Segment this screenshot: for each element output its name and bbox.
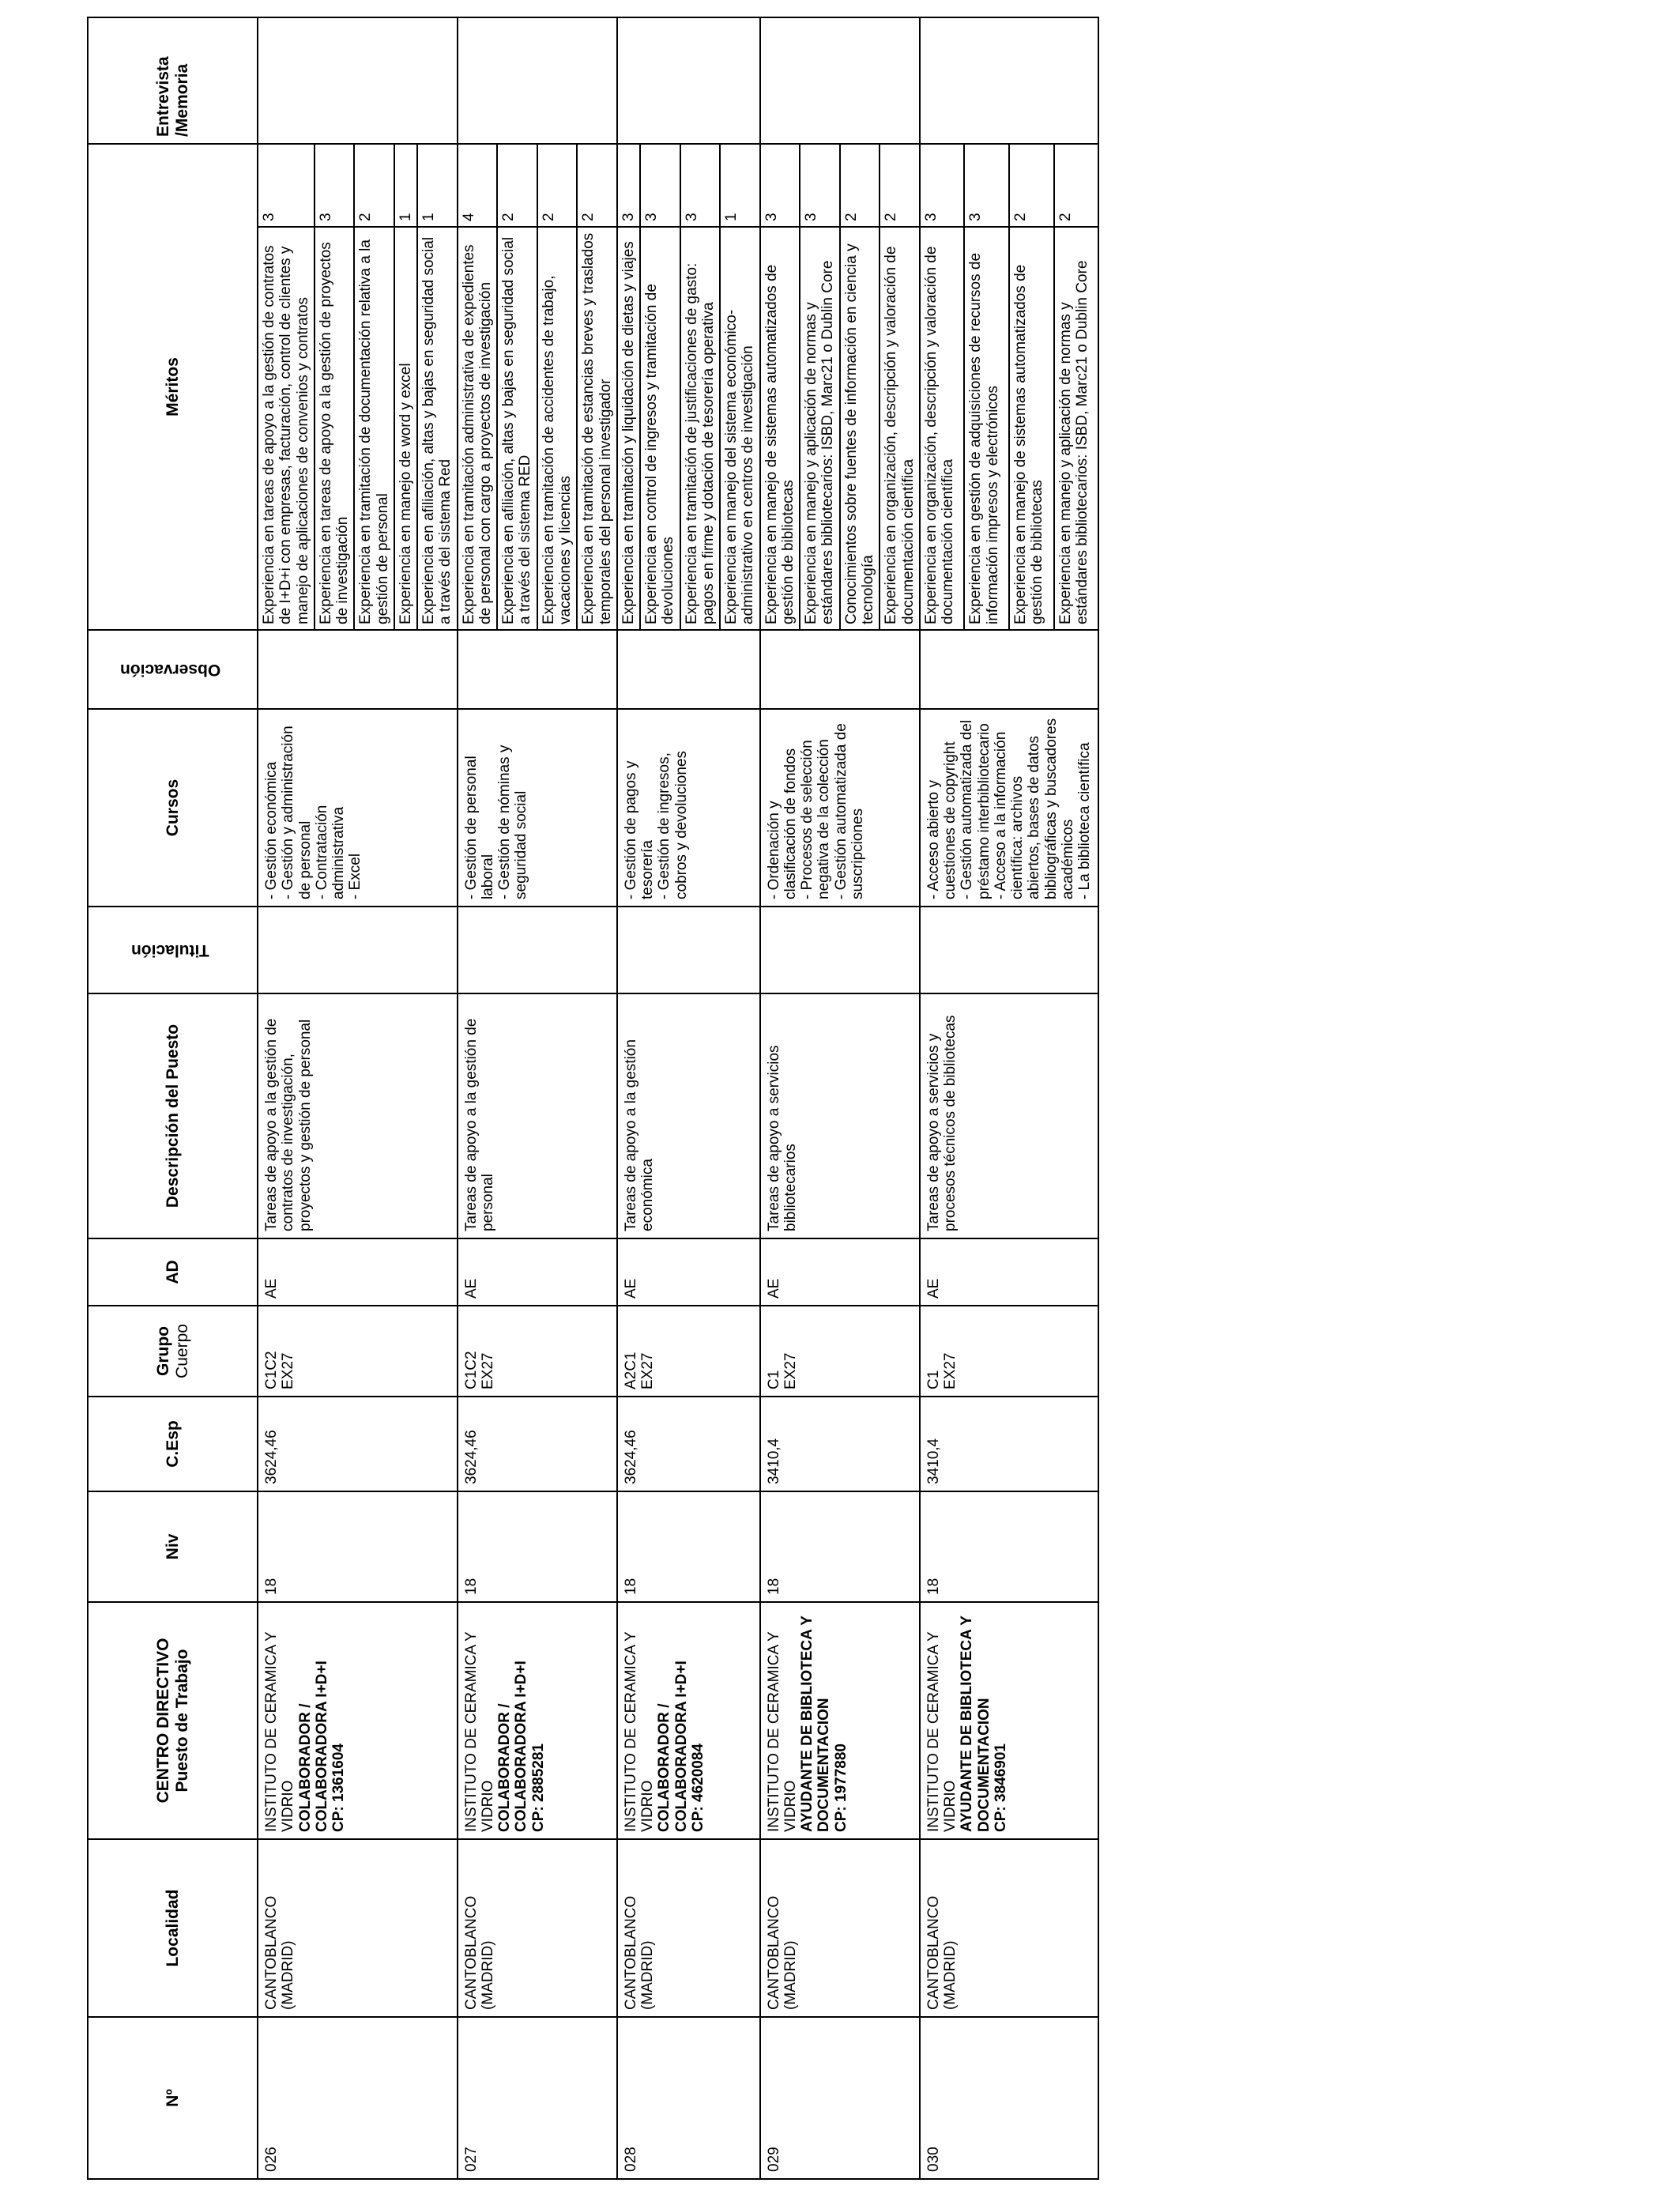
row-niv: 18: [760, 1491, 920, 1602]
merito-points: 1: [417, 144, 458, 227]
merito-points: 3: [315, 144, 355, 227]
row-titulacion: [258, 907, 458, 993]
table-row: [760, 17, 800, 2179]
row-cursos: - Acceso abierto y cuestiones de copyright - Gestión automatizada del préstamo interbibliotecario - Acceso a la información científica: archivos abiertos, bases de datos bibliográficas y buscadores académicos - La biblioteca científica: [920, 709, 1099, 907]
merito-text: Experiencia en manejo de sistemas automatizados de gestión de bibliotecas: [1009, 227, 1054, 630]
row-niv: 18: [458, 1491, 617, 1602]
merito-points: 1: [394, 144, 417, 227]
row-centro-puesto: [760, 1602, 920, 1839]
row-grupo-cuerpo: [258, 1306, 458, 1397]
row-localidad: CANTOBLANCO (MADRID): [760, 1839, 920, 2017]
cuerpo-value: EX27: [280, 1352, 297, 1389]
row-entrevista: [617, 17, 760, 144]
row-cesp: 3410,4: [920, 1397, 1099, 1491]
header-centro: [88, 1602, 258, 1839]
row-number: 026: [258, 2017, 458, 2179]
merito-points: 4: [458, 144, 498, 227]
row-grupo-cuerpo: [458, 1306, 617, 1397]
centro-name: INSTITUTO DE CERAMICA Y VIDRIO: [622, 1631, 657, 1832]
row-niv: 18: [617, 1491, 760, 1602]
cuerpo-value: EX27: [479, 1352, 496, 1389]
merito-text: Experiencia en organización, descripción y valoración de documentación científica: [880, 227, 920, 630]
header-observacion: [88, 630, 258, 709]
merito-points: 2: [840, 144, 880, 227]
merito-points: 3: [964, 144, 1009, 227]
merito-text: Experiencia en control de ingresos y tramitación de devoluciones: [640, 227, 680, 630]
row-descripcion: Tareas de apoyo a la gestión económica: [617, 993, 760, 1238]
row-cesp: 3624,46: [617, 1397, 760, 1491]
row-observacion: [617, 630, 760, 709]
merito-points: 3: [760, 144, 800, 227]
header-grupo-label: Grupo: [153, 1326, 172, 1376]
puesto-name: AYUDANTE DE BIBLIOTECA Y DOCUMENTACION: [799, 1615, 833, 1832]
puesto-name: COLABORADOR / COLABORADORA I+D+I: [656, 1661, 690, 1832]
merito-points: 3: [920, 144, 965, 227]
row-descripcion: Tareas de apoyo a servicios y procesos técnicos de bibliotecas: [920, 993, 1099, 1238]
grupo-value: C1: [925, 1370, 942, 1389]
merito-points: 3: [258, 144, 315, 227]
row-cursos: - Gestión económica - Gestión y administración de personal - Contratación administrativa - Excel: [258, 709, 458, 907]
header-cesp: C.Esp: [88, 1397, 258, 1491]
table-row: [258, 17, 315, 2179]
merito-points: 2: [354, 144, 394, 227]
header-localidad: Localidad: [88, 1839, 258, 2017]
merito-text: Experiencia en tramitación y liquidación de dietas y viajes: [617, 227, 640, 630]
merito-text: Experiencia en tramitación de estancias breves y traslados temporales del personal investigador: [577, 227, 617, 630]
row-cesp: 3624,46: [258, 1397, 458, 1491]
row-titulacion: [458, 907, 617, 993]
row-cesp: 3410,4: [760, 1397, 920, 1491]
header-cuerpo-label: Cuerpo: [172, 1324, 191, 1378]
merito-text: Conocimientos sobre fuentes de información en ciencia y tecnología: [840, 227, 880, 630]
row-number: 029: [760, 2017, 920, 2179]
header-entrevista: Entrevista /Memoria: [88, 17, 258, 144]
row-cursos: - Gestión de pagos y tesorería - Gestión de ingresos, cobros y devoluciones: [617, 709, 760, 907]
row-titulacion: [920, 907, 1099, 993]
row-entrevista: [920, 17, 1099, 144]
merito-text: Experiencia en tramitación administrativa de expedientes de personal con cargo a proyectos de investigación: [458, 227, 498, 630]
row-number: 027: [458, 2017, 617, 2179]
merito-text: Experiencia en tramitación de accidentes de trabajo, vacaciones y licencias: [537, 227, 578, 630]
header-num: Nº: [88, 2017, 258, 2179]
merito-points: 2: [537, 144, 578, 227]
merito-text: Experiencia en gestión de adquisiciones de recursos de información impresos y electrónicos: [964, 227, 1009, 630]
row-titulacion: [617, 907, 760, 993]
merito-text: Experiencia en manejo de word y excel: [394, 227, 417, 630]
row-observacion: [458, 630, 617, 709]
merito-points: 2: [497, 144, 537, 227]
row-ad: AE: [617, 1238, 760, 1306]
centro-name: INSTITUTO DE CERAMICA Y VIDRIO: [263, 1631, 297, 1832]
puesto-name: COLABORADOR / COLABORADORA I+D+I: [296, 1661, 330, 1832]
grupo-value: C1C2: [263, 1351, 280, 1389]
merito-text: Experiencia en organización, descripción y valoración de documentación científica: [920, 227, 965, 630]
header-descripcion: Descripción del Puesto: [88, 993, 258, 1238]
row-descripcion: Tareas de apoyo a la gestión de contratos de investigación, proyectos y gestión de personal: [258, 993, 458, 1238]
row-ad: AE: [920, 1238, 1099, 1306]
puesto-cp: CP: 2885281: [529, 1744, 547, 1832]
row-localidad: CANTOBLANCO (MADRID): [258, 1839, 458, 2017]
merito-text: Experiencia en manejo y aplicación de normas y estándares bibliotecarios: ISBD, Marc21 o Dublin Core: [1054, 227, 1099, 630]
row-localidad: CANTOBLANCO (MADRID): [617, 1839, 760, 2017]
row-descripcion: Tareas de apoyo a servicios bibliotecarios: [760, 993, 920, 1238]
merito-text: Experiencia en tareas de apoyo a la gestión de contratos de I+D+i con empresas, facturación, control de clientes y manejo de aplicaciones de convenios y contratos: [258, 227, 315, 630]
row-niv: 18: [258, 1491, 458, 1602]
grupo-value: C1C2: [462, 1351, 480, 1389]
merito-text: Experiencia en manejo y aplicación de normas y estándares bibliotecarios: ISBD, Marc21 o Dublin Core: [800, 227, 840, 630]
header-observacion-label: Observación: [120, 660, 221, 679]
merito-text: Experiencia en manejo de sistemas automatizados de gestión de bibliotecas: [760, 227, 800, 630]
positions-body: [258, 17, 1098, 2179]
header-centro-line1: CENTRO DIRECTIVO: [153, 1638, 172, 1804]
row-number: 030: [920, 2017, 1099, 2179]
merito-points: 3: [680, 144, 721, 227]
table-row: [617, 17, 640, 2179]
header-centro-line2: Puesto de Trabajo: [172, 1649, 191, 1793]
header-grupo: [88, 1306, 258, 1397]
row-titulacion: [760, 907, 920, 993]
centro-name: INSTITUTO DE CERAMICA Y VIDRIO: [765, 1631, 799, 1832]
row-entrevista: [458, 17, 617, 144]
merito-points: 2: [880, 144, 920, 227]
cuerpo-value: EX27: [942, 1352, 959, 1389]
merito-text: Experiencia en tareas de apoyo a la gestión de proyectos de investigación: [315, 227, 355, 630]
row-observacion: [760, 630, 920, 709]
row-centro-puesto: [458, 1602, 617, 1839]
row-entrevista: [760, 17, 920, 144]
grupo-value: A2C1: [622, 1351, 639, 1389]
row-ad: AE: [458, 1238, 617, 1306]
row-localidad: CANTOBLANCO (MADRID): [458, 1839, 617, 2017]
row-entrevista: [258, 17, 458, 144]
header-cursos: Cursos: [88, 709, 258, 907]
merito-text: Experiencia en tramitación de justificaciones de gasto: pagos en firme y dotación de tesorería operativa: [680, 227, 721, 630]
row-observacion: [258, 630, 458, 709]
puesto-cp: CP: 1977880: [832, 1744, 849, 1832]
merito-points: 1: [720, 144, 760, 227]
row-centro-puesto: [920, 1602, 1099, 1839]
row-grupo-cuerpo: [760, 1306, 920, 1397]
header-meritos: Méritos: [88, 144, 258, 630]
centro-name: INSTITUTO DE CERAMICA Y VIDRIO: [925, 1631, 959, 1832]
merito-points: 3: [640, 144, 680, 227]
row-localidad: CANTOBLANCO (MADRID): [920, 1839, 1099, 2017]
positions-table: [87, 17, 1099, 2180]
table-row: [458, 17, 498, 2179]
row-ad: AE: [258, 1238, 458, 1306]
merito-text: Experiencia en afiliación, altas y bajas en seguridad social a través del sistema Red: [417, 227, 458, 630]
row-centro-puesto: [617, 1602, 760, 1839]
header-niv: Niv: [88, 1491, 258, 1602]
puesto-cp: CP: 3846901: [992, 1744, 1009, 1832]
header-titulacion-label: Titulación: [131, 941, 210, 959]
puesto-cp: CP: 4620084: [689, 1744, 706, 1832]
row-number: 028: [617, 2017, 760, 2179]
grupo-value: C1: [765, 1370, 782, 1389]
puesto-cp: CP: 1361604: [330, 1744, 348, 1832]
merito-points: 2: [1009, 144, 1054, 227]
row-centro-puesto: [258, 1602, 458, 1839]
merito-points: 3: [800, 144, 840, 227]
row-cursos: - Ordenación y clasificación de fondos - Procesos de selección negativa de la colección - Gestión automatizada de suscripciones: [760, 709, 920, 907]
row-cesp: 3624,46: [458, 1397, 617, 1491]
puesto-name: AYUDANTE DE BIBLIOTECA Y DOCUMENTACION: [959, 1615, 993, 1832]
table-row: [920, 17, 965, 2179]
row-grupo-cuerpo: [617, 1306, 760, 1397]
merito-points: 3: [617, 144, 640, 227]
cuerpo-value: EX27: [639, 1352, 657, 1389]
row-descripcion: Tareas de apoyo a la gestión de personal: [458, 993, 617, 1238]
header-titulacion: [88, 907, 258, 993]
row-cursos: - Gestión de personal laboral - Gestión de nóminas y seguridad social: [458, 709, 617, 907]
row-grupo-cuerpo: [920, 1306, 1099, 1397]
merito-text: Experiencia en manejo del sistema económico-administrativo en centros de investigación: [720, 227, 760, 630]
merito-points: 2: [577, 144, 617, 227]
cuerpo-value: EX27: [782, 1352, 799, 1389]
header-ad: AD: [88, 1238, 258, 1306]
row-niv: 18: [920, 1491, 1099, 1602]
merito-text: Experiencia en afiliación, altas y bajas en seguridad social a través del sistema RED: [497, 227, 537, 630]
centro-name: INSTITUTO DE CERAMICA Y VIDRIO: [462, 1631, 496, 1832]
merito-text: Experiencia en tramitación de documentación relativa a la gestión de personal: [354, 227, 394, 630]
row-ad: AE: [760, 1238, 920, 1306]
row-observacion: [920, 630, 1099, 709]
merito-points: 2: [1054, 144, 1099, 227]
puesto-name: COLABORADOR / COLABORADORA I+D+I: [496, 1661, 530, 1832]
header-row: [88, 17, 258, 2179]
